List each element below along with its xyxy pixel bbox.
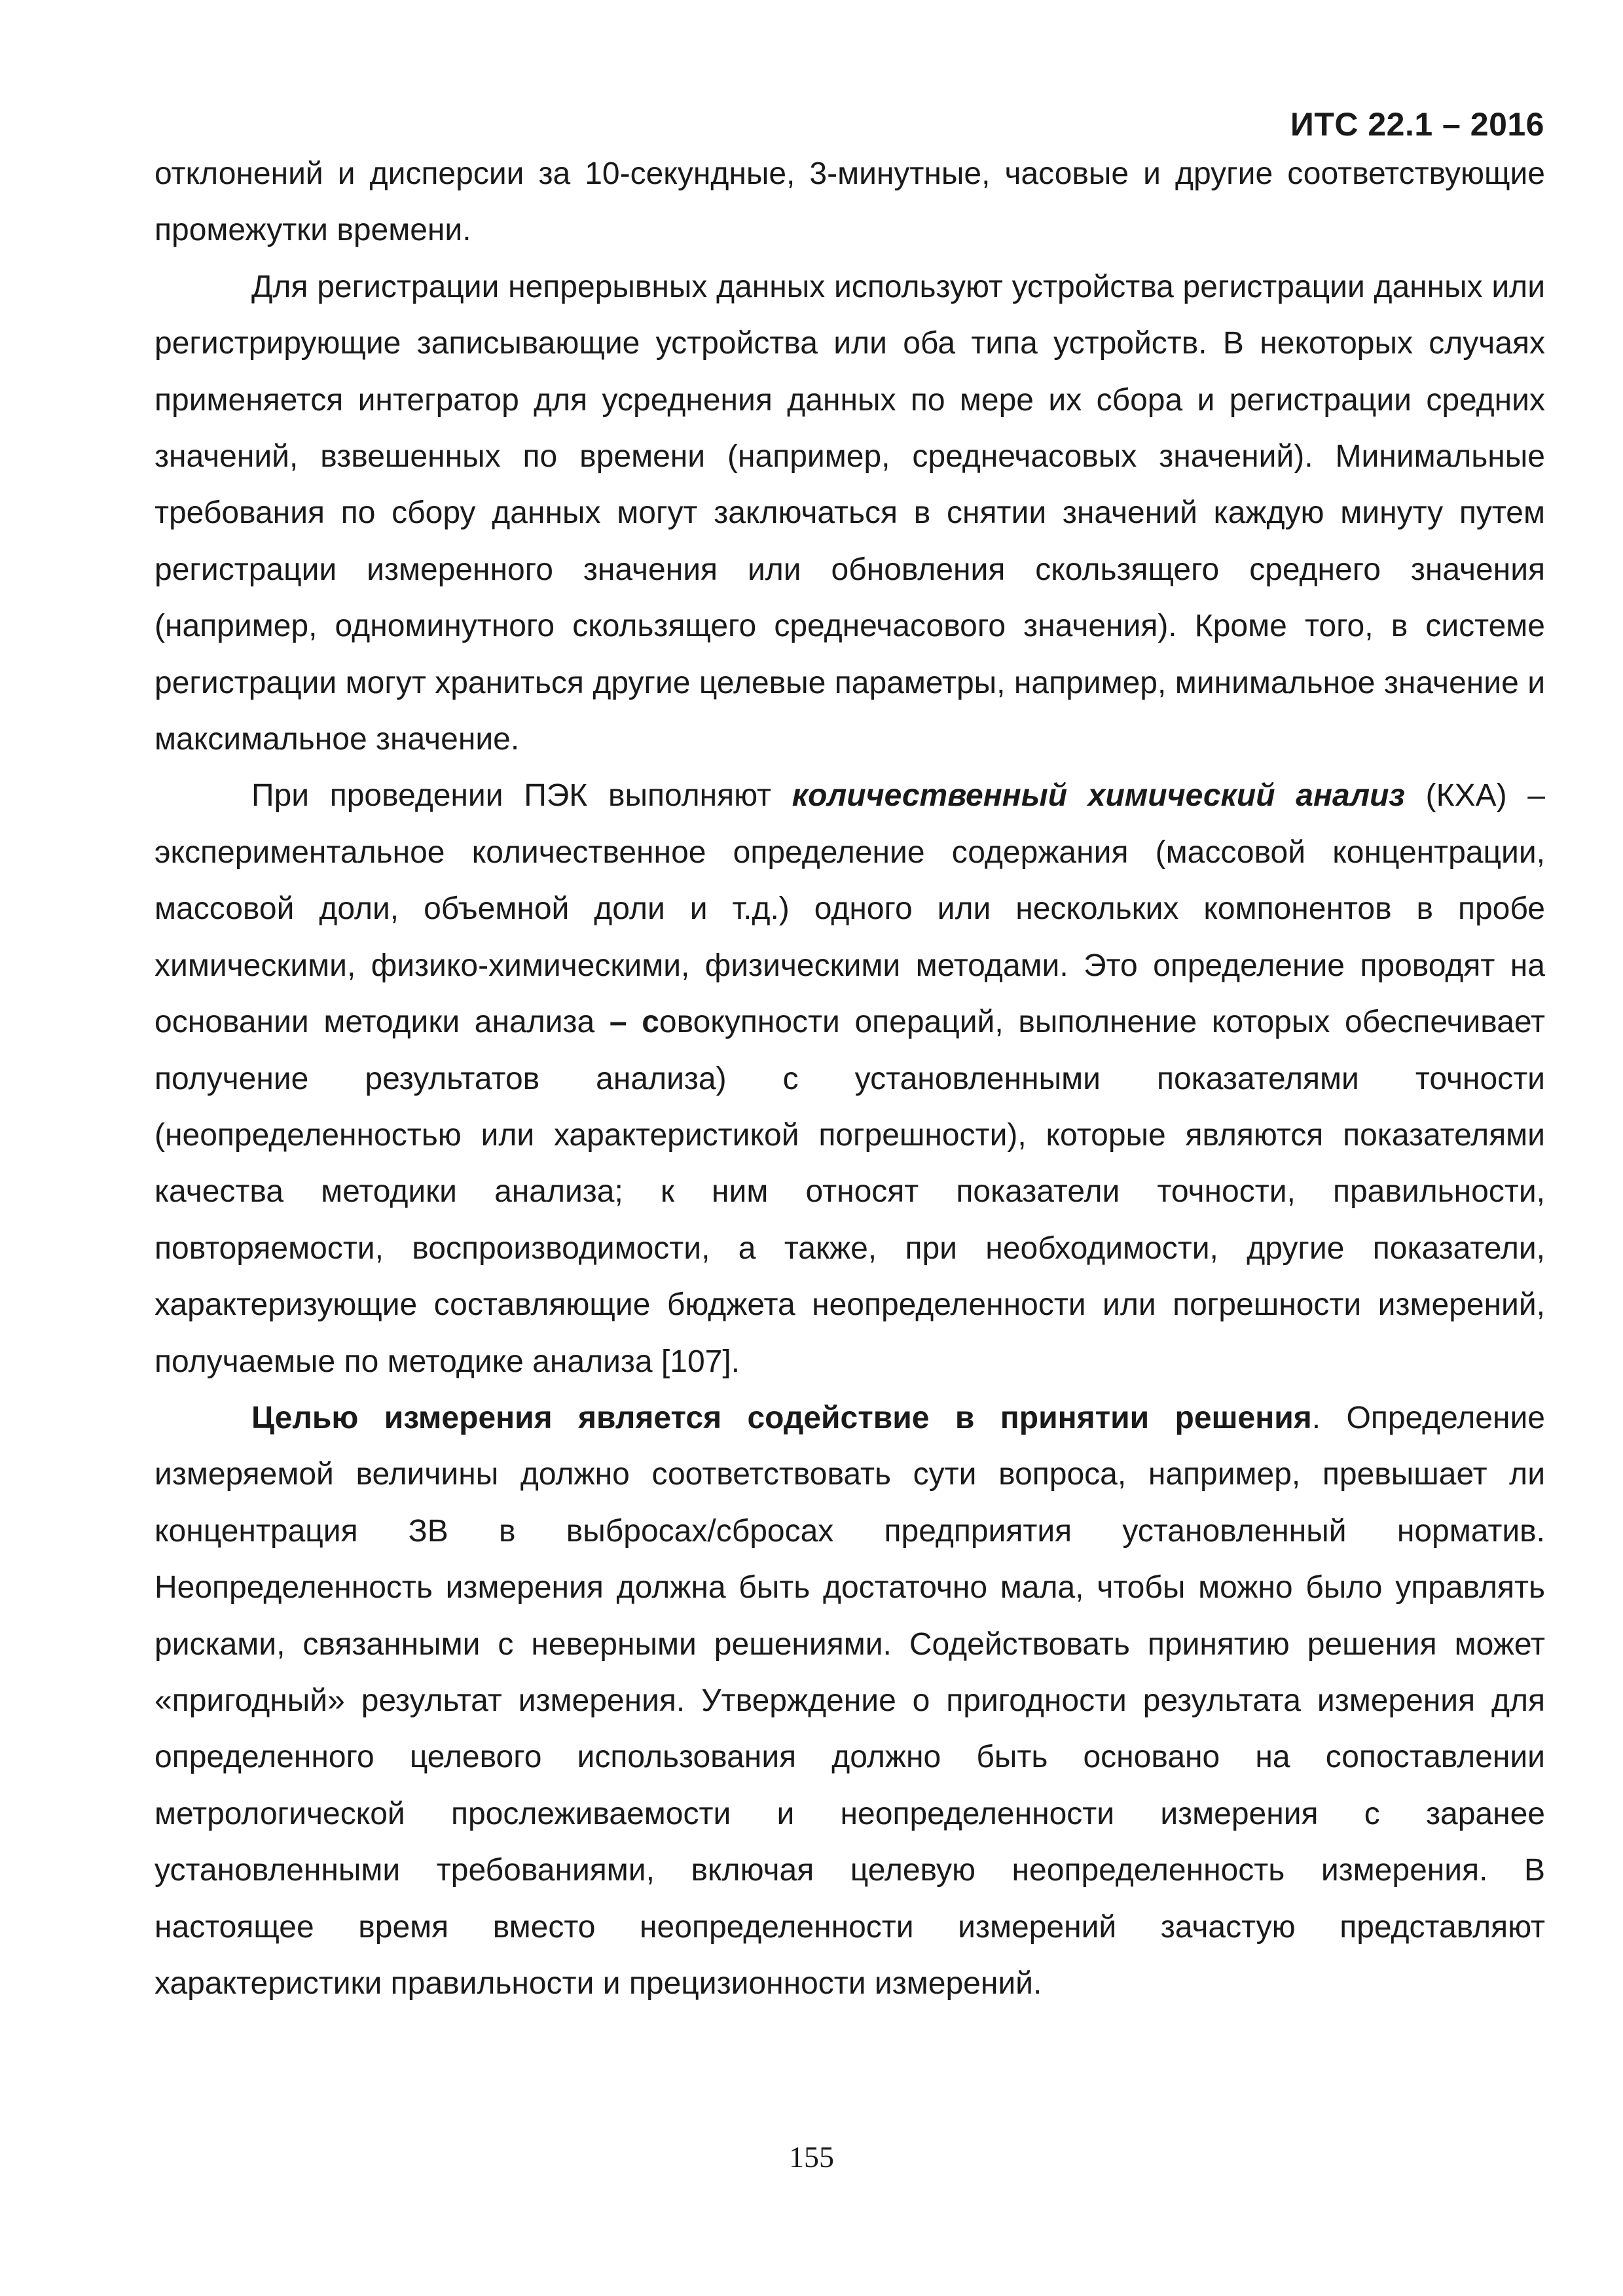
paragraph-text: При проведении ПЭК выполняют (251, 778, 792, 814)
bold-dash: – с (609, 1005, 659, 1040)
paragraph-text: (КХА) – экспериментальное количественное определение содержания (массовой концентрации, массовой доли, объемной доли и т.д.) одного или нескольких компонентов в пробе химическими, физико-химическими, физическими методами. Это определение проводят на основании методики анализа (155, 778, 1545, 1040)
paragraph-quantitative-analysis (155, 768, 1545, 1390)
document-code-header: ИТС 22.1 – 2016 (1290, 106, 1544, 143)
paragraph-measurement-goal (155, 1390, 1545, 2012)
term-emphasis: количественный химический анализ (792, 778, 1405, 814)
paragraph-continuation: отклонений и дисперсии за 10-секундные, 3-минутные, часовые и другие соответствующие промежутки времени. (155, 156, 1545, 248)
paragraph-text: . Определение измеряемой величины должно соответствовать сути вопроса, например, превышает ли концентрация ЗВ в выбросах/сбросах предприятия установленный норматив. Неопределенность измерения должна быть достаточно мала, чтобы можно было управлять рисками, связанными с неверными решениями. Содействовать принятию решения может «пригодный» результат измерения. Утверждение о пригодности результата измерения для определенного целевого использования должно быть основано на сопоставлении метрологической прослеживаемости и неопределенности измерения с заранее установленными требованиями, включая целевую неопределенность измерения. В настоящее время вместо неопределенности измерений зачастую представляют характеристики правильности и прецизионности измерений. (155, 1400, 1545, 2001)
paragraph-data-registration: Для регистрации непрерывных данных используют устройства регистрации данных или регистрирующие записывающие устройства или оба типа устройств. В некоторых случаях применяется интегратор для усреднения данных по мере их сбора и регистрации средних значений, взвешенных по времени (например, среднечасовых значений). Минимальные требования по сбору данных могут заключаться в снятии значений каждую минуту путем регистрации измеренного значения или обновления скользящего среднего значения (например, одноминутного скользящего среднечасового значения). Кроме того, в системе регистрации могут храниться другие целевые параметры, например, минимальное значение и максимальное значение. (155, 269, 1545, 757)
paragraph-text: овокупности операций, выполнение которых обеспечивает получение результатов анализа) с установленными показателями точности (неопределенностью или характеристикой погрешности), которые являются показателями качества методики анализа; к ним относят показатели точности, правильности, повторяемости, воспроизводимости, а также, при необходимости, другие показатели, характеризующие составляющие бюджета неопределенности или погрешности измерений, получаемые по методике анализа [107]. (155, 1005, 1545, 1379)
document-body (155, 146, 1545, 2012)
page-number: 155 (789, 2140, 834, 2174)
bold-lead-phrase: Целью измерения является содействие в принятии решения (251, 1400, 1312, 1435)
